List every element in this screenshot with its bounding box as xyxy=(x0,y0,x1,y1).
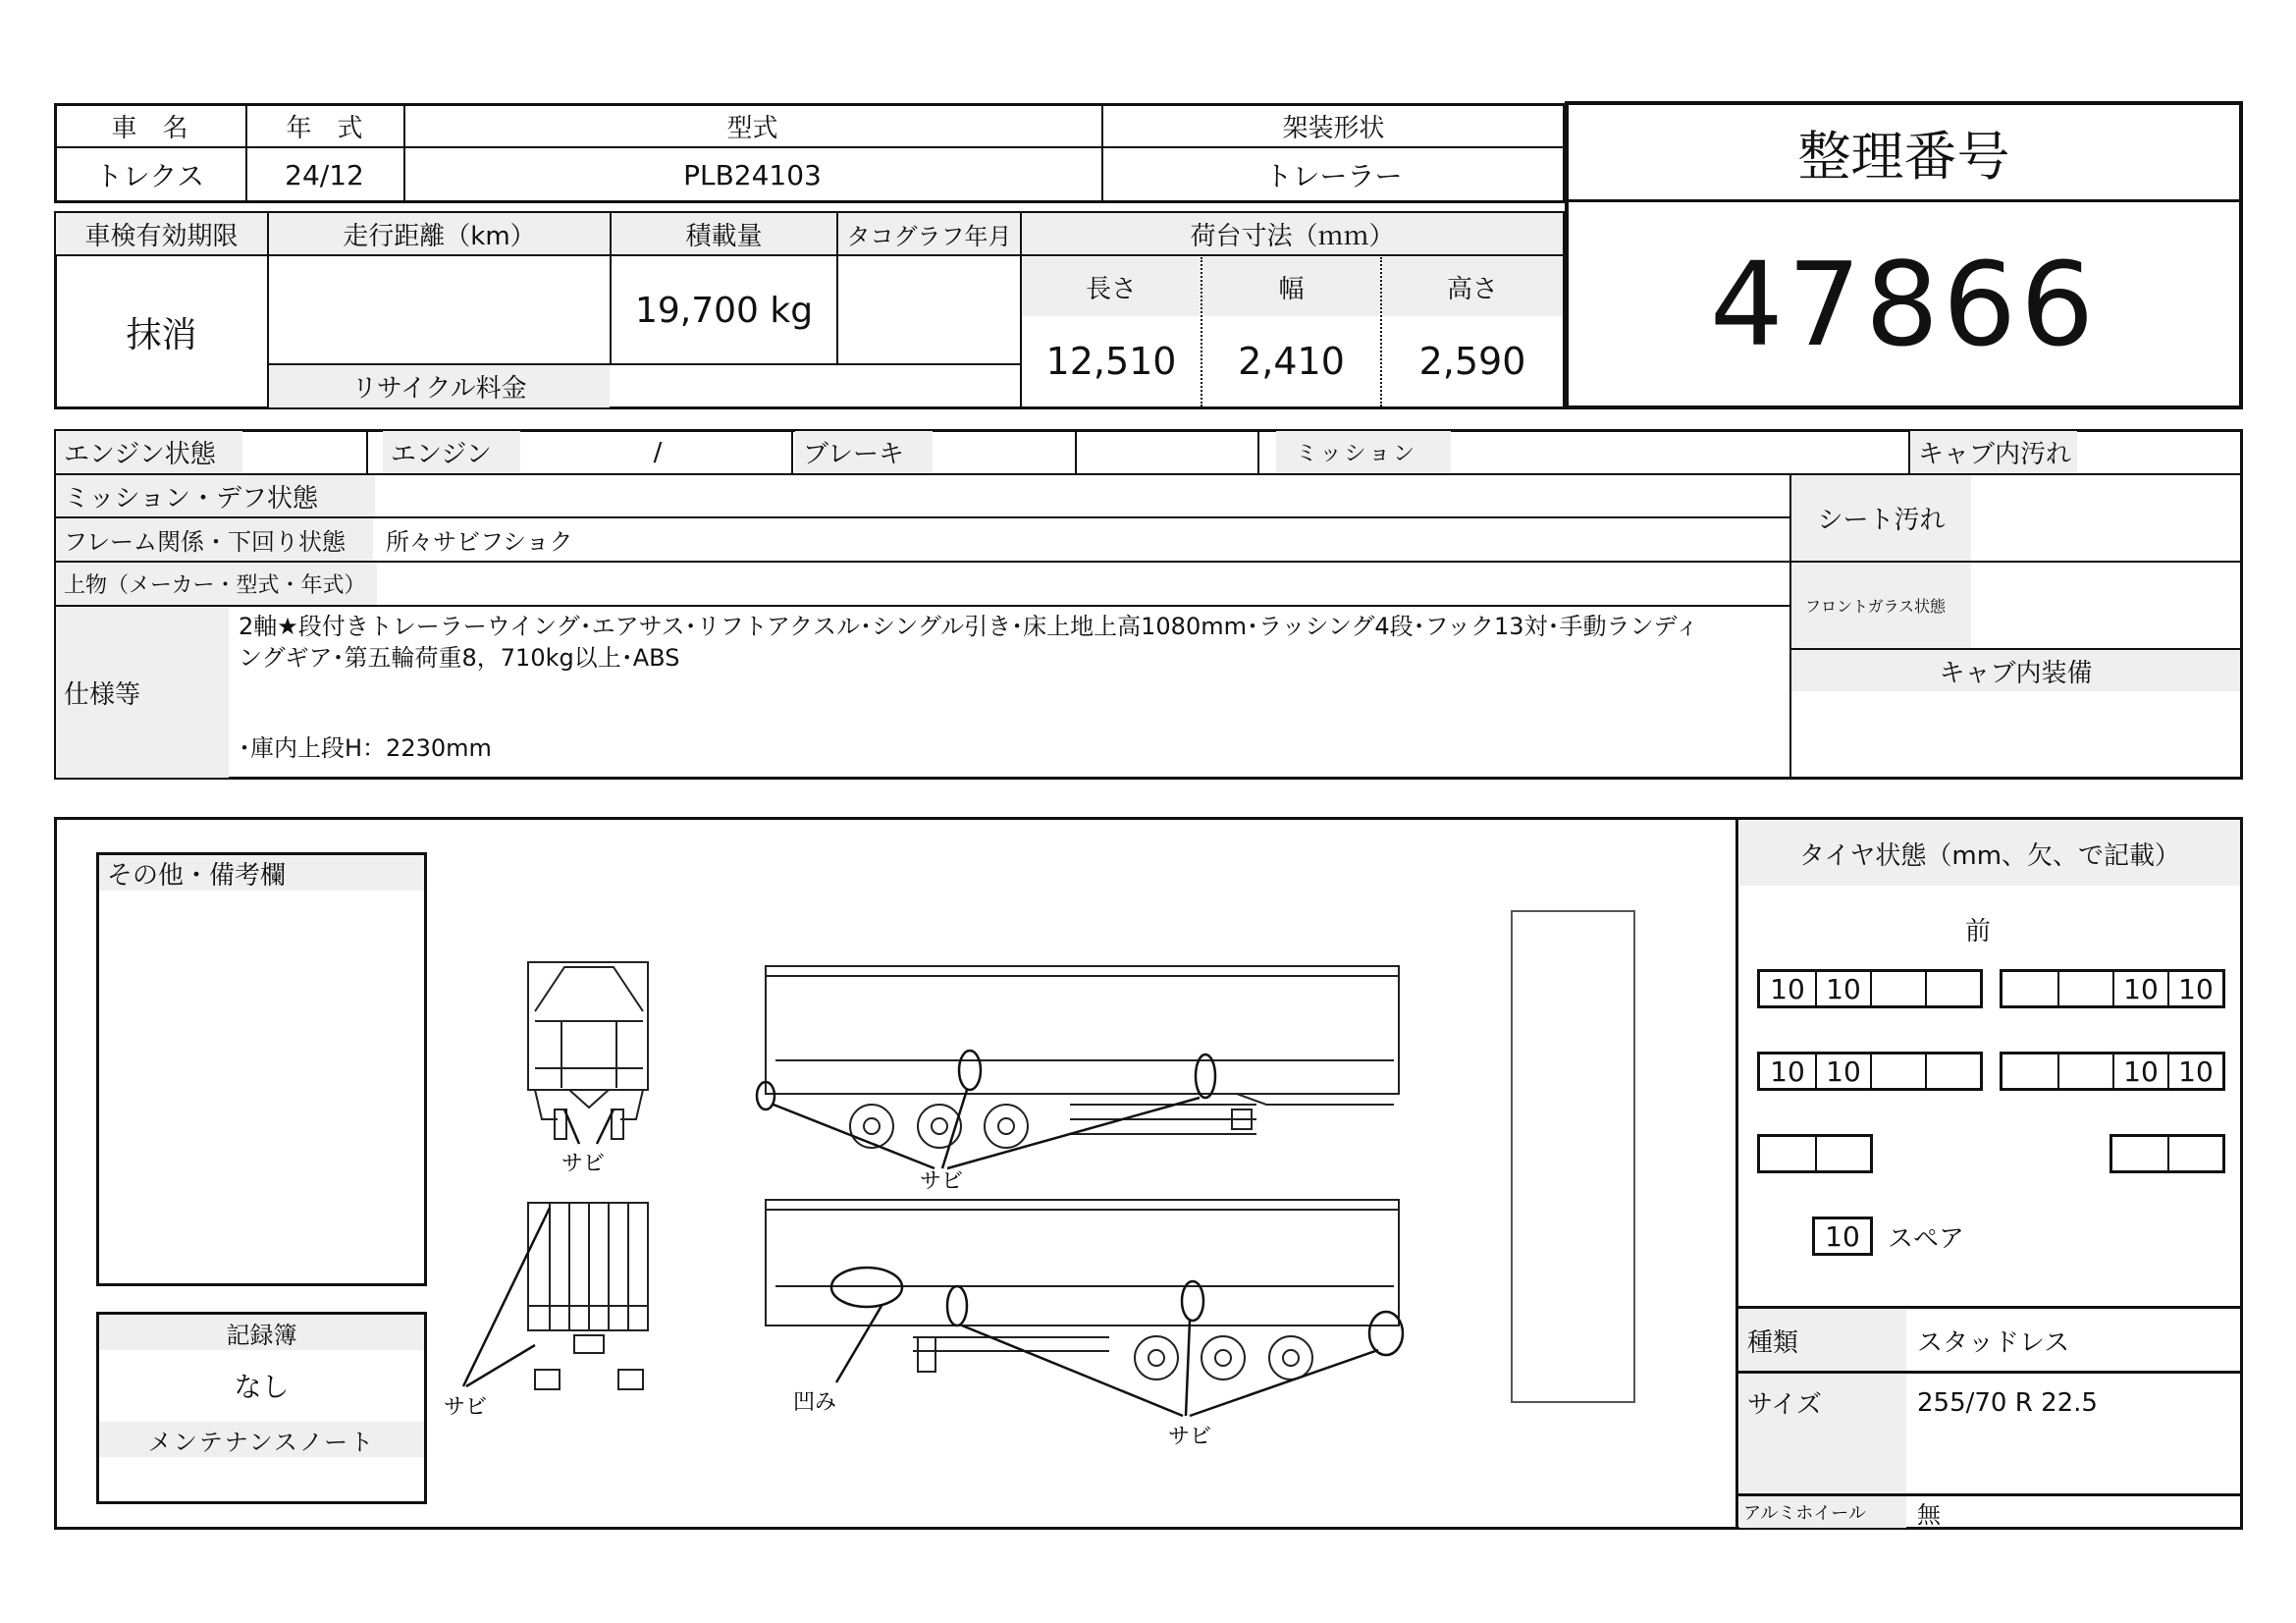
tire-cell xyxy=(2112,1137,2167,1170)
spare-tire-value: 10 xyxy=(1825,1219,1860,1253)
control-number-value: 47866 xyxy=(1709,237,2099,372)
rust-annotation-side: サビ xyxy=(920,1169,964,1194)
tire-row3-right xyxy=(2109,1134,2225,1173)
side-view-top-drawing xyxy=(766,966,1399,1148)
windshield-label: フロントガラス状態 xyxy=(1791,563,1971,648)
rust-annotation-rear: サビ xyxy=(561,1152,606,1176)
remarks-label: その他・備考欄 xyxy=(99,855,424,891)
tire-cell: 10 xyxy=(2112,1055,2167,1088)
length-value: 12,510 xyxy=(1045,340,1177,383)
upper-body-label: 上物（メーカー・型式・年式） xyxy=(56,563,377,605)
control-number-label: 整理番号 xyxy=(1797,125,2010,188)
tire-cell xyxy=(1815,1137,1870,1170)
height-label: 高さ xyxy=(1382,257,1563,316)
tire-row2-left xyxy=(1757,1052,1983,1091)
mission-diff-label: ミッション・デフ状態 xyxy=(56,475,375,516)
inspection-label: 車検有効期限 xyxy=(56,213,267,254)
tire-size-label: サイズ xyxy=(1739,1375,1906,1493)
tire-cell xyxy=(2057,972,2112,1005)
tire-cell xyxy=(2057,1055,2112,1088)
tire-cell: 10 xyxy=(1815,1055,1870,1088)
spec-line-1: 2軸★段付きトレーラーウイング･エアサス･リフトアクスル･シングル引き･床上地上高1080mm･ラッシング4段･フック13対･手動ランディ xyxy=(239,613,1699,640)
tire-cell xyxy=(1760,1137,1815,1170)
front-view-drawing xyxy=(528,1203,648,1389)
vehicle-name-label: 車 名 xyxy=(111,113,188,143)
bed-dimensions-label: 荷台寸法（ｍｍ） xyxy=(1022,213,1563,254)
mission-label: ミッション xyxy=(1276,431,1451,473)
cab-equipment-label: キャブ内装備 xyxy=(1791,650,2240,691)
spec-line-2: ングギア･第五輪荷重8，710kg以上･ABS xyxy=(239,644,680,672)
tire-row2-right xyxy=(2000,1052,2225,1091)
tire-cell: 10 xyxy=(2167,972,2222,1005)
vehicle-year-value: 24/12 xyxy=(285,158,364,191)
width-label: 幅 xyxy=(1202,257,1380,316)
alloy-wheel-value: 無 xyxy=(1917,1500,1941,1529)
alloy-wheel-label: アルミホイール xyxy=(1739,1496,1906,1528)
engine-label: エンジン xyxy=(383,431,520,473)
dent-annotation: 凹み xyxy=(793,1390,837,1415)
rust-annotation-front: サビ xyxy=(444,1395,488,1420)
windshield-drawing xyxy=(1512,911,1634,1402)
engine-state-label: エンジン状態 xyxy=(56,431,242,473)
body-type-value: トレーラー xyxy=(1264,160,1403,192)
tire-row1-left xyxy=(1757,969,1983,1008)
spare-tire-label: スペア xyxy=(1888,1223,1965,1254)
tire-type-value: スタッドレス xyxy=(1917,1327,2070,1358)
vehicle-model-value: PLB24103 xyxy=(683,158,822,191)
tire-row1-right xyxy=(2000,969,2225,1008)
tire-cell xyxy=(1870,1055,1925,1088)
tire-row3-left xyxy=(1757,1134,1873,1173)
tire-cell xyxy=(1925,972,1980,1005)
record-book-label: 記録簿 xyxy=(99,1315,424,1350)
capacity-label: 積載量 xyxy=(612,213,836,254)
capacity-value: 19,700 kg xyxy=(634,290,814,331)
maintenance-note-label: メンテナンスノート xyxy=(99,1422,424,1457)
tire-cell xyxy=(1870,972,1925,1005)
body-type-label: 架装形状 xyxy=(1282,113,1385,143)
rear-view-drawing xyxy=(528,962,648,1139)
tire-cell xyxy=(2002,1055,2057,1088)
tire-cell xyxy=(2167,1137,2222,1170)
engine-separator: / xyxy=(653,437,663,467)
vehicle-year-label: 年 式 xyxy=(286,113,363,143)
vehicle-name-value: トレクス xyxy=(94,160,205,192)
mileage-label: 走行距離（km） xyxy=(269,213,610,254)
length-label: 長さ xyxy=(1022,257,1201,316)
tachograph-label: タコグラフ年月 xyxy=(838,213,1020,254)
height-value: 2,590 xyxy=(1418,340,1526,383)
vehicle-model-label: 型式 xyxy=(726,113,778,143)
tire-type-label: 種類 xyxy=(1739,1310,1906,1371)
tire-front-label: 前 xyxy=(1964,916,1991,947)
brake-label: ブレーキ xyxy=(795,431,933,473)
tire-title: タイヤ状態（mm、欠、で記載） xyxy=(1739,821,2240,886)
recycle-label: リサイクル料金 xyxy=(269,365,610,407)
frame-label: フレーム関係・下回り状態 xyxy=(56,518,373,561)
tire-cell: 10 xyxy=(2112,972,2167,1005)
inspection-value: 抹消 xyxy=(126,315,197,355)
spare-tire-box xyxy=(1812,1217,1873,1256)
side-view-bottom-drawing xyxy=(766,1200,1399,1380)
record-book-value: なし xyxy=(234,1371,290,1403)
tire-cell: 10 xyxy=(1815,972,1870,1005)
cab-dirt-label: キャブ内汚れ xyxy=(1910,431,2077,473)
seat-dirt-label: シート汚れ xyxy=(1791,475,1971,561)
tire-cell: 10 xyxy=(2167,1055,2222,1088)
tire-cell xyxy=(1925,1055,1980,1088)
width-value: 2,410 xyxy=(1238,340,1345,383)
spec-line-3: ･庫内上段H：2230mm xyxy=(239,734,492,762)
tire-cell: 10 xyxy=(1770,972,1805,1005)
spec-label: 仕様等 xyxy=(56,607,229,778)
rust-annotation-side-bottom: サビ xyxy=(1168,1425,1212,1449)
tire-cell xyxy=(2002,972,2057,1005)
frame-value: 所々サビフショク xyxy=(386,528,573,556)
tire-size-value: 255/70 R 22.5 xyxy=(1917,1388,2098,1418)
tire-cell: 10 xyxy=(1770,1055,1805,1088)
